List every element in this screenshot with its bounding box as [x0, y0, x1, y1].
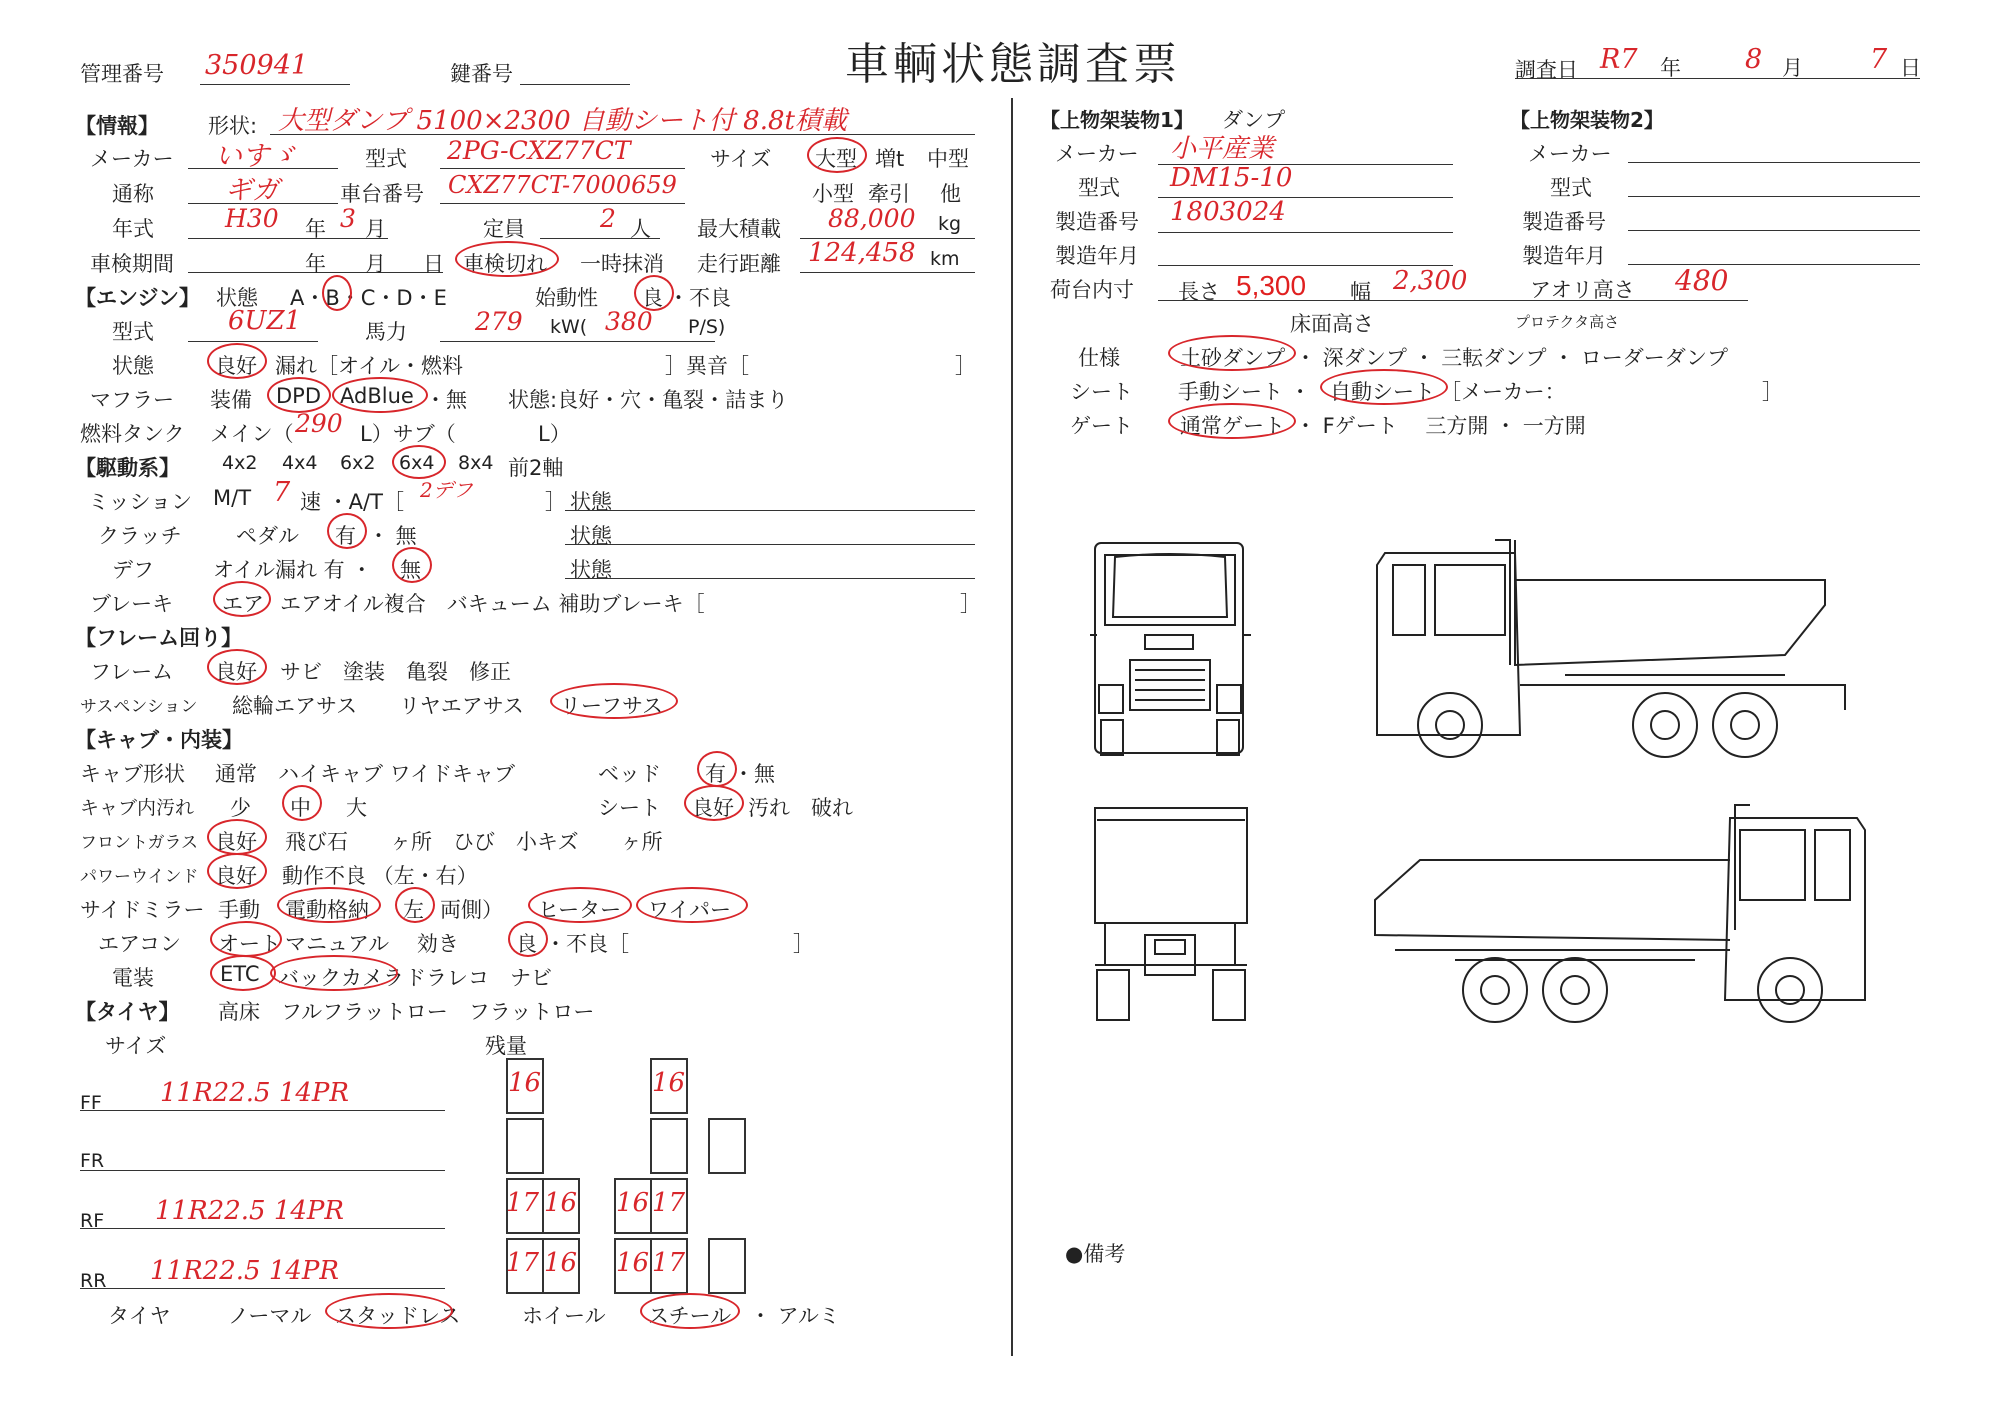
body1-section-heading: 【上物架装物1】 [1040, 108, 1194, 132]
tire-remain-rr-3: 16 [616, 1248, 650, 1278]
clutch-state-line [565, 544, 975, 545]
mileage-unit: km [930, 248, 960, 270]
size-option-small: 小型 [812, 182, 854, 206]
diff-circle [392, 547, 432, 583]
wheel-alu: ・ アルミ [750, 1304, 840, 1328]
brake-air: エア [222, 592, 264, 616]
tire-studless-circle [325, 1293, 453, 1329]
engine-start-bad: ・不良 [668, 286, 731, 310]
survey-day: 7 [1870, 44, 1888, 75]
body1-maker-value: 小平産業 [1170, 134, 1275, 164]
capacity-label: 定員 [483, 217, 525, 241]
truck-right-side-view-diagram [1365, 800, 1880, 1030]
size-option-large: 大型 [815, 147, 857, 171]
diff-text: オイル漏れ 有 ・ [213, 558, 373, 582]
tire-rf-label: RF [80, 1210, 105, 1232]
bed-no: ・無 [733, 762, 775, 786]
engine-ps-value: 380 [605, 307, 653, 336]
diff-state-line [565, 578, 975, 579]
bed-inner-line [1158, 300, 1748, 301]
tire-rf-size: 11R22.5 14PR [155, 1196, 344, 1226]
frame-good-circle [207, 649, 267, 685]
survey-date-label: 調査日 [1515, 58, 1578, 82]
suspension-label: サスペンション [80, 697, 198, 717]
truck-front-view-diagram [1085, 535, 1255, 765]
aircon-bad: ・不良［ [545, 932, 629, 956]
muffler-adblue: AdBlue [340, 384, 414, 408]
mgmt-number-label: 管理番号 [80, 62, 164, 86]
survey-day-unit: 日 [1900, 56, 1921, 80]
bed-circle [697, 751, 737, 787]
tire-rr-line [80, 1288, 445, 1289]
body1-model-label: 型式 [1078, 176, 1120, 200]
seat-circle [684, 785, 744, 821]
drive-6x4: 6x4 [399, 452, 435, 474]
mirror-power-circle [277, 887, 381, 923]
wheel-steel: スチール [648, 1304, 732, 1328]
size-option-increase: 増t [875, 147, 905, 171]
fuel-tank-label: 燃料タンク [80, 422, 185, 446]
diff-no: 無 [400, 558, 421, 582]
muffler-dpd-circle [267, 377, 331, 413]
body1-serial-line [1158, 232, 1453, 233]
tire-remain-rr-4: 17 [652, 1248, 686, 1278]
engine-cond-good: 良好 [215, 354, 257, 378]
windshield-label: フロントガラス [80, 833, 198, 853]
size-option-other: 他 [940, 182, 961, 206]
brake-rest: エアオイル複合 バキューム 補助ブレーキ［ [280, 592, 705, 616]
bed-yes: 有 [705, 762, 726, 786]
aircon-auto: オート [218, 932, 281, 956]
tire-size-label: サイズ [105, 1034, 167, 1058]
mission-close: ］ [545, 490, 566, 514]
muffler-none: ・無 [425, 388, 467, 412]
suspension-leaf: リーフサス [560, 694, 664, 718]
engine-power-label: 馬力 [365, 320, 407, 344]
mileage-label: 走行距離 [697, 252, 781, 276]
floor-height-label: 床面高さ [1290, 312, 1374, 336]
tire-remain-rr-1: 17 [506, 1248, 540, 1278]
body1-model-value: DM15-10 [1170, 163, 1293, 193]
cab-dirt-label: キャブ内汚れ [80, 797, 195, 819]
maker-label: メーカー [90, 147, 174, 171]
mission-state: 状態 [570, 490, 612, 514]
electrical-camera-circle [270, 955, 398, 991]
maxload-value: 88,000 [828, 204, 916, 233]
gate-label: ゲート [1070, 414, 1133, 438]
cab-section-heading: 【キャブ・内装】 [75, 728, 243, 752]
inspection-temp-deregistered: 一時抹消 [580, 252, 664, 276]
sheet-auto-circle [1320, 369, 1448, 405]
engine-kw-value: 279 [475, 307, 523, 336]
drive-6x2: 6x2 [340, 452, 376, 474]
muffler-dpd: DPD [276, 384, 322, 408]
spec-selected: 土砂ダンプ [1180, 346, 1286, 370]
electrical-etc: ETC [220, 962, 260, 986]
diff-state: 状態 [570, 558, 612, 582]
tire-fr-line [80, 1170, 445, 1171]
muffler-state: 状態:良好・穴・亀裂・詰まり [508, 388, 789, 412]
capacity-line [540, 238, 660, 239]
engine-cond-label: 状態 [112, 354, 154, 378]
clutch-text: ペダル [236, 524, 299, 548]
spec-rest: ・ 深ダンプ ・ 三転ダンプ ・ ローダーダンプ [1295, 346, 1729, 370]
brake-label: ブレーキ [90, 592, 174, 616]
bed-inner-label: 荷台内寸 [1050, 278, 1134, 302]
tire-remain-label: 残量 [485, 1034, 527, 1058]
tire-ff-line [80, 1110, 445, 1111]
notes-label: ●備考 [1065, 1242, 1126, 1266]
mirror-manual: 手動 [218, 898, 260, 922]
tire-remain-rf-2: 16 [544, 1188, 578, 1218]
tire-remain-rf-3: 16 [616, 1188, 650, 1218]
survey-date-line [1515, 78, 1920, 79]
cab-dirt-low: 少 [230, 796, 251, 820]
maker-value: いすゞ [215, 141, 296, 172]
power-window-rest: 動作不良 （左・右） [282, 864, 478, 888]
engine-cond-circle [207, 343, 267, 379]
size-option-medium: 中型 [927, 147, 969, 171]
body2-serial-line [1628, 230, 1920, 231]
bed-label: ベッド [598, 762, 661, 786]
wheel-label: ホイール [522, 1304, 606, 1328]
wheel-steel-circle [640, 1293, 740, 1329]
sheet-rest: ［メーカー： [1440, 380, 1566, 404]
maxload-label: 最大積載 [697, 217, 781, 241]
tire-rr-size: 11R22.5 14PR [150, 1256, 339, 1286]
body2-maker-line [1628, 162, 1920, 163]
drive-8x4: 8x4 [458, 452, 494, 474]
inspection-month-unit: 月 [365, 252, 386, 276]
aircon-rest: マニュアル 効き [285, 932, 459, 956]
year-line [188, 238, 388, 239]
engine-power-line [440, 341, 715, 342]
body2-maker-label: メーカー [1528, 142, 1612, 166]
brake-close: ］ [960, 592, 981, 616]
electrical-etc-circle [210, 955, 276, 991]
engine-grades: A・B・C・D・E [290, 286, 447, 310]
tire-remain-rf-4: 17 [652, 1188, 686, 1218]
shape-line [270, 134, 975, 135]
chassis-line [440, 203, 685, 204]
fuel-tank-main-value: 290 [295, 409, 343, 438]
aircon-good: 良 [516, 932, 537, 956]
power-window-good: 良好 [215, 864, 257, 888]
size-option-tow: 牽引 [868, 182, 910, 206]
electrical-rest: ドラレコ ナビ [405, 966, 552, 990]
seat-good: 良好 [692, 796, 734, 820]
cab-dirt-mid: 中 [290, 796, 311, 820]
cab-dirt-high: 大 [346, 796, 367, 820]
model-line [440, 168, 685, 169]
mission-state-line [565, 510, 975, 511]
body2-date-label: 製造年月 [1522, 244, 1606, 268]
frame-section-heading: 【フレーム回り】 [75, 626, 243, 650]
body2-date-line [1628, 264, 1920, 265]
mgmt-number-line [200, 84, 350, 85]
engine-cond-noise: ］異音［ [665, 354, 749, 378]
cab-type-options: 通常 ハイキャブ ワイドキャブ [215, 762, 516, 786]
mission-mt: M/T [213, 486, 252, 510]
survey-date-era: R7 [1600, 44, 1638, 75]
cab-type-label: キャブ形状 [80, 762, 185, 786]
sheet-label: シート [1070, 380, 1133, 404]
engine-cond-leak: 漏れ［オイル・燃料 [275, 354, 463, 378]
aircon-label: エアコン [98, 932, 181, 956]
protector-height-label: プロテクタ高さ [1515, 313, 1620, 331]
power-window-label: パワーウインド [80, 867, 199, 887]
body1-serial-value: 1803024 [1170, 197, 1286, 227]
frame-rest: サビ 塗装 亀裂 修正 [280, 660, 511, 684]
suspension-rest: 総輪エアサス リヤエアサス [232, 694, 524, 718]
cab-dirt-circle [282, 785, 322, 821]
aircon-good-circle [508, 921, 548, 957]
mirror-left-circle [395, 887, 435, 923]
maxload-unit: kg [938, 213, 962, 235]
bed-length-label: 長さ [1178, 280, 1220, 304]
column-divider [1011, 98, 1013, 1356]
power-window-circle [207, 853, 267, 889]
body2-model-line [1628, 196, 1920, 197]
side-mirror-label: サイドミラー [80, 898, 205, 922]
gate-rest: ・ Fゲート 三方開 ・ 一方開 [1295, 414, 1586, 438]
info-section-heading: 【情報】 [75, 114, 159, 138]
tire-ff-size: 11R22.5 14PR [160, 1078, 349, 1108]
mirror-power: 電動格納 [285, 898, 369, 922]
survey-month-unit: 月 [1782, 56, 1803, 80]
mileage-value: 124,458 [808, 238, 916, 268]
clutch-state: 状態 [570, 524, 612, 548]
truck-rear-view-diagram [1085, 800, 1255, 1030]
engine-start-good: 良 [642, 286, 663, 310]
electrical-label: 電装 [112, 966, 154, 990]
mission-rest: 速 ・A/T［ [300, 490, 404, 514]
survey-year-unit: 年 [1660, 56, 1681, 80]
fuel-tank-main-unit: L）サブ（ [360, 422, 456, 446]
aircon-close: ］ [793, 932, 814, 956]
page-title: 車輌状態調査票 [845, 39, 1181, 90]
year-label: 年式 [112, 217, 154, 241]
tire-box-fr-right [708, 1118, 746, 1174]
chassis-value: CXZ77CT-7000659 [448, 171, 677, 199]
engine-ps-unit: P/S) [688, 316, 726, 338]
size-selected-circle [807, 137, 867, 173]
engine-grade-circle [322, 275, 352, 311]
year-value: H30 [225, 204, 279, 233]
tire-ff-label: FF [80, 1092, 102, 1114]
key-number-line [520, 84, 630, 85]
engine-kw-unit: kW( [550, 316, 588, 338]
body2-section-heading: 【上物架装物2】 [1510, 108, 1664, 132]
capacity-unit: 人 [630, 217, 651, 241]
mirror-both: 両側） [440, 898, 503, 922]
chassis-label: 車台番号 [340, 182, 424, 206]
key-number-label: 鍵番号 [450, 62, 513, 86]
engine-section-heading: 【エンジン】 [75, 286, 200, 310]
fuel-tank-sub-unit: L） [538, 422, 571, 446]
drive-4x2: 4x2 [222, 452, 258, 474]
seat-label: シート [598, 796, 661, 820]
tire-types: 高床 フルフラットロー フラットロー [218, 1000, 595, 1024]
engine-model-line [188, 341, 318, 342]
spec-selected-circle [1168, 335, 1296, 371]
mission-label: ミッション [88, 490, 193, 514]
spec-label: 仕様 [1078, 346, 1120, 370]
inspection-label: 車検期間 [90, 252, 174, 276]
engine-cond-close: ］ [955, 354, 976, 378]
mileage-line [800, 272, 975, 273]
tire-remain-ff-right: 16 [652, 1068, 686, 1098]
tire-rr-label: RR [80, 1270, 107, 1292]
bed-width-label: 幅 [1350, 280, 1371, 304]
tire-normal: ノーマル [228, 1304, 312, 1328]
bed-length-value: 5,300 [1236, 270, 1307, 301]
gate-height-value: 480 [1675, 264, 1729, 297]
mgmt-number-value: 350941 [205, 50, 309, 81]
mirror-wiper-circle [636, 887, 748, 923]
body1-date-label: 製造年月 [1055, 244, 1139, 268]
muffler-label: マフラー [90, 388, 174, 412]
body1-kind: ダンプ [1222, 108, 1286, 132]
sheet-auto: 自動シート [1330, 380, 1435, 404]
engine-start-label: 始動性 [535, 286, 598, 310]
body2-model-label: 型式 [1550, 176, 1592, 200]
clutch-circle [327, 513, 367, 549]
diff-label: デフ [112, 558, 154, 582]
muffler-adblue-circle [332, 377, 428, 413]
gate-height-label: アオリ高さ [1530, 278, 1635, 302]
tire-remain-rf-1: 17 [506, 1188, 540, 1218]
sheet-close: ］ [1762, 380, 1783, 404]
sheet-manual: 手動シート ・ [1178, 380, 1311, 404]
tire-box-fr-mid [650, 1118, 688, 1174]
seat-rest: 汚れ 破れ [748, 796, 853, 820]
capacity-value: 2 [600, 204, 616, 233]
engine-state-label: 状態 [216, 286, 258, 310]
body1-maker-label: メーカー [1055, 142, 1139, 166]
tire-rf-line [80, 1228, 445, 1229]
clutch-no: ・ 無 [368, 524, 417, 548]
shape-value: 大型ダンプ 5100×2300 自動シート付 8.8t積載 [278, 106, 847, 136]
tire-kind-label: タイヤ [108, 1304, 171, 1328]
inspection-year-unit: 年 [305, 252, 326, 276]
year-unit: 年 [305, 217, 326, 241]
mission-speed: 7 [273, 477, 291, 508]
inspection-expired: 車検切れ [463, 252, 547, 276]
inspection-expired-circle [455, 241, 559, 277]
mirror-left: 左 [403, 898, 424, 922]
mirror-heater-circle [528, 887, 632, 923]
common-name-value: ギガ [225, 175, 279, 206]
tire-section-heading: 【タイヤ】 [75, 1000, 180, 1024]
fuel-tank-main: メイン（ [210, 422, 294, 446]
common-name-label: 通称 [112, 182, 154, 206]
tire-box-rr-5 [708, 1238, 746, 1294]
body1-serial-label: 製造番号 [1055, 210, 1139, 234]
engine-model-value: 6UZ1 [228, 306, 302, 336]
inspection-day-unit: 日 [423, 252, 444, 276]
windshield-circle [207, 819, 267, 855]
suspension-leaf-circle [550, 683, 678, 719]
tire-box-fr-left [506, 1118, 544, 1174]
windshield-good: 良好 [215, 830, 257, 854]
electrical-camera: バックカメラ [278, 966, 404, 990]
aircon-auto-circle [210, 921, 282, 957]
bed-width-value: 2,300 [1393, 266, 1468, 296]
muffler-equip: 装備 [210, 388, 252, 412]
frame-label: フレーム [90, 660, 174, 684]
gate-selected: 通常ゲート [1180, 414, 1285, 438]
drive-diff-note: 2デフ [420, 478, 473, 502]
tire-studless: スタッドレス [335, 1304, 461, 1328]
mirror-wiper: ワイパー [648, 898, 731, 922]
clutch-label: クラッチ [98, 524, 182, 548]
model-value: 2PG-CXZ77CT [447, 136, 631, 165]
body2-serial-label: 製造番号 [1522, 210, 1606, 234]
drive-4x4: 4x4 [282, 452, 318, 474]
clutch-yes: 有 [335, 524, 356, 548]
survey-month: 8 [1745, 44, 1763, 75]
windshield-rest: 飛び石 ヶ所 ひび 小キズ ヶ所 [285, 830, 663, 854]
year-month-value: 3 [340, 204, 356, 233]
drive-front2: 前2軸 [508, 456, 564, 480]
tire-remain-ff-left: 16 [508, 1068, 542, 1098]
gate-selected-circle [1168, 403, 1296, 439]
frame-good: 良好 [215, 660, 257, 684]
year-month-unit: 月 [365, 217, 386, 241]
tire-fr-label: FR [80, 1150, 105, 1172]
tire-remain-rr-2: 16 [544, 1248, 578, 1278]
shape-label: 形状: [208, 114, 258, 138]
drive-section-heading: 【駆動系】 [75, 456, 180, 480]
engine-model-label: 型式 [112, 320, 154, 344]
model-label: 型式 [365, 147, 407, 171]
size-label: サイズ [710, 147, 772, 171]
truck-left-side-view-diagram [1365, 535, 1880, 765]
mirror-heater: ヒーター [538, 898, 622, 922]
brake-air-circle [213, 581, 271, 617]
